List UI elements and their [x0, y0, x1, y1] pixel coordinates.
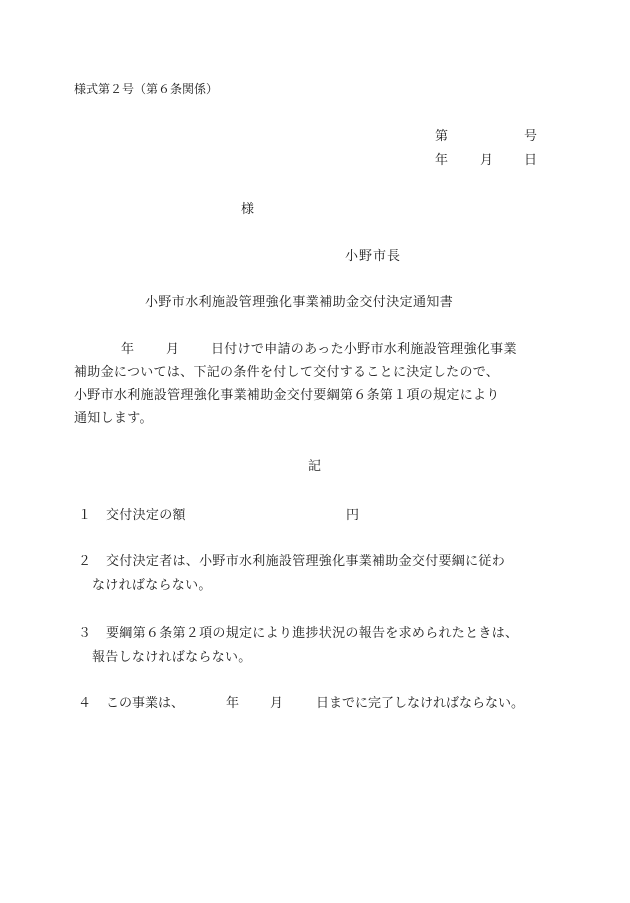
document-title: 小野市水利施設管理強化事業補助金交付決定通知書 [145, 295, 454, 310]
sender: 小野市長 [345, 249, 402, 264]
form-number: 様式第２号（第６条関係） [74, 82, 219, 96]
body-line-1-text: 日付けで申請のあった小野市水利施設管理強化事業 [211, 342, 517, 357]
item-text-continued: なければならない。 [92, 578, 212, 593]
item-text: 要綱第６条第２項の規定により進捗状況の報告を求められたときは、 [106, 626, 519, 641]
doc-number-suffix: 号 [524, 129, 538, 144]
body-year: 年 [121, 342, 135, 357]
item-text: 交付決定者は、小野市水利施設管理強化事業補助金交付要綱に従わ [106, 554, 506, 569]
amount-unit: 円 [346, 508, 360, 523]
body-line-4: 通知します。 [74, 411, 153, 426]
item-number: ４ [78, 696, 92, 711]
item-number: ３ [78, 626, 92, 641]
item-text: 交付決定の額 [106, 508, 186, 523]
deadline-day-text: 日までに完了しなければならない。 [316, 696, 525, 711]
body-line-3: 小野市水利施設管理強化事業補助金交付要綱第６条第１項の規定により [74, 388, 500, 403]
date-month: 月 [480, 153, 494, 168]
item-number: １ [78, 508, 92, 523]
body-month: 月 [166, 342, 180, 357]
addressee: 様 [241, 202, 255, 217]
item-number: ２ [78, 554, 92, 569]
item-text-continued: 報告しなければならない。 [92, 650, 252, 665]
date-year: 年 [435, 153, 449, 168]
deadline-month: 月 [270, 696, 284, 711]
doc-number-prefix: 第 [435, 129, 449, 144]
date-day: 日 [524, 153, 538, 168]
deadline-year: 年 [226, 696, 240, 711]
item-text: この事業は、 [106, 696, 185, 711]
body-line-2: 補助金については、下記の条件を付して交付することに決定したので、 [74, 365, 500, 380]
ki-heading: 記 [308, 459, 322, 474]
